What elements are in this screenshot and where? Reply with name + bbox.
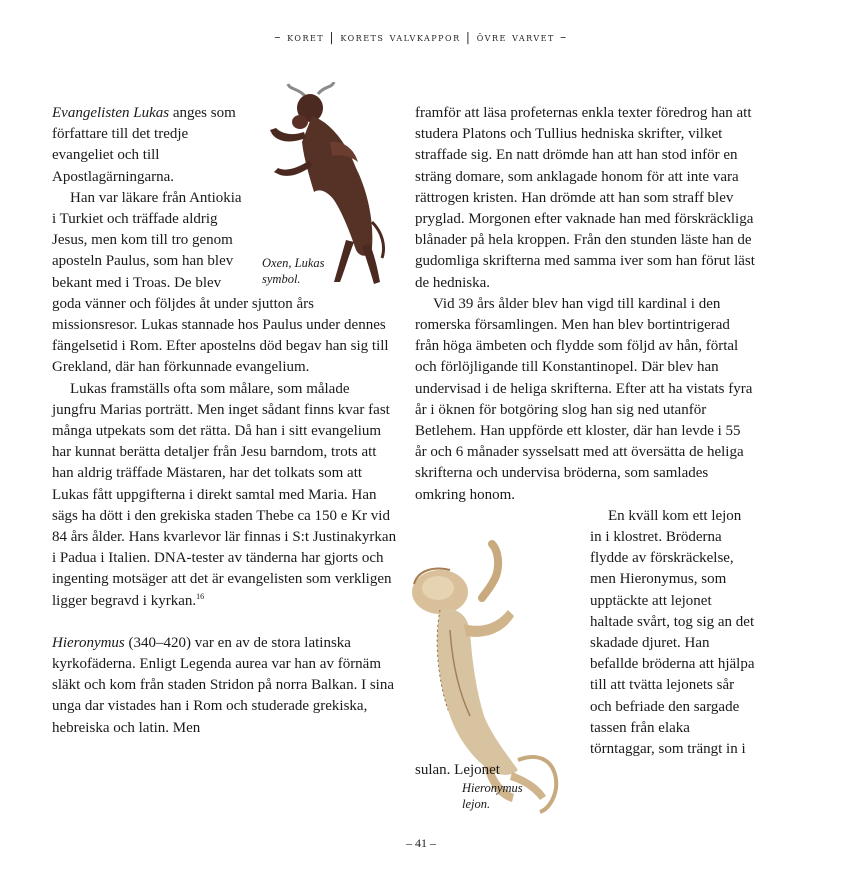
paragraph-gap: [52, 612, 397, 633]
paragraph-hieronymus-intro: [52, 633, 397, 739]
lukas-name: Evangelisten Lukas: [52, 105, 170, 121]
page-number: – 41 –: [406, 836, 436, 850]
lukas-painter-text: Lukas framställs ofta som målare, som målade jungfru Marias porträtt. Men inget sådant finns kvar fast många utpekats som det rätta. Då han i sitt evangelium har kunnat berätta detaljer från Jesu barndom, trots att han aldrig träffade Mästaren, har det tolkats som att Lukas fått uppgifterna i direkt samtal med Maria. Han sägs ha dött i den grekiska staden Thebe ca 150 e Kr vid 84 års ålder. Hans kvarlevor lär finnas i S:t Justinakyrkan i Padua i Italien. DNA-tester av tänderna har gjorts och ingenting motsäger att det är evangelisten som verkligen ligger begravd i kyrkan.: [52, 380, 397, 609]
ox-float-spacer: [247, 103, 397, 289]
hieronymus-intro-text: (340–420) var en av de stora latinska kyrkofäderna. Enligt Legenda aurea var han av förnäm släkt och kom från staden Stridon på norra Balkan. I sina unga dar vistades han i Rom och studerade grekiska, hebreiska och latin. Men: [52, 634, 394, 736]
hieronymus-name: Hieronymus: [52, 634, 125, 651]
footnote-ref: 16: [196, 591, 205, 601]
running-head: – koret | korets valvkappor | övre varvet –: [274, 30, 568, 44]
right-column: [415, 103, 755, 782]
paragraph-hieronymus-dream: framför att läsa profeternas enkla texter föredrog han att studera Platons och Tullius hedniska skrifter, vilket straffade sig. En natt drömde han att han stod inför en sträng domare, som anklagade honom för att inte vara rättrogen kristen. Han drömde att han som straff blev pryglad. Morgonen efter vaknade han med förskräckliga blånader på hela kroppen. Från den stunden läste han de gudomliga skrifterna med samma iver som han förut läst de hedniska.: [415, 105, 755, 291]
paragraph-lukas-life: Han var läkare från Antiokia i Turkiet och träffade aldrig Jesus, men kom till tro genom aposteln Paulus, som han blev bekant med i Troas. De blev goda vänner och följdes åt under sjutton års missionsresor. Lukas stannade hos Paulus under dennes fängelsetid i Rom. Efter apostelns död begav han sig till Grekland, där han förkunnade evangelium.: [52, 189, 389, 376]
left-column: [52, 103, 397, 739]
ox-caption: Oxen, Lukas symbol.: [262, 256, 325, 286]
lukas-intro-text: anges som författare till det tredje evangeliet och till Apostlagärningarna.: [52, 105, 236, 185]
paragraph-hieronymus-cardinal: Vid 39 års ålder blev han vigd till kardinal i den romerska församlingen. Men han blev bortintrigerad från höga ämbeten och flydde som följd av hån, förtal och förlöjligande till Konstantinopel. Där blev han undervisad i de heliga skrifterna. Efter att ha vistats fyra år i öknen för botgöring slog han sig ned utanför Betlehem. Han uppförde ett kloster, där han levde i 55 år och 6 månader sysselsatt med att översätta de heliga skrifterna och undervisa bröderna, som samlades omkring honom.: [415, 295, 753, 503]
paragraph-lukas-painter: [52, 379, 397, 612]
paragraph-lion: En kväll kom ett lejon in i klostret. Bröderna flydde av förskräckelse, men Hieronymus, som upptäckte att lejonet haltade svårt, tog sig an det skadade djuret. Han befallde bröderna att hjälpa till att tvätta lejonets sår och befriade den sargade tassen från elaka törntaggar, som trängt in i sulan. Lejonet: [415, 507, 755, 779]
lion-float-spacer: [415, 506, 590, 756]
lion-caption: Hieronymus lejon.: [462, 781, 523, 811]
